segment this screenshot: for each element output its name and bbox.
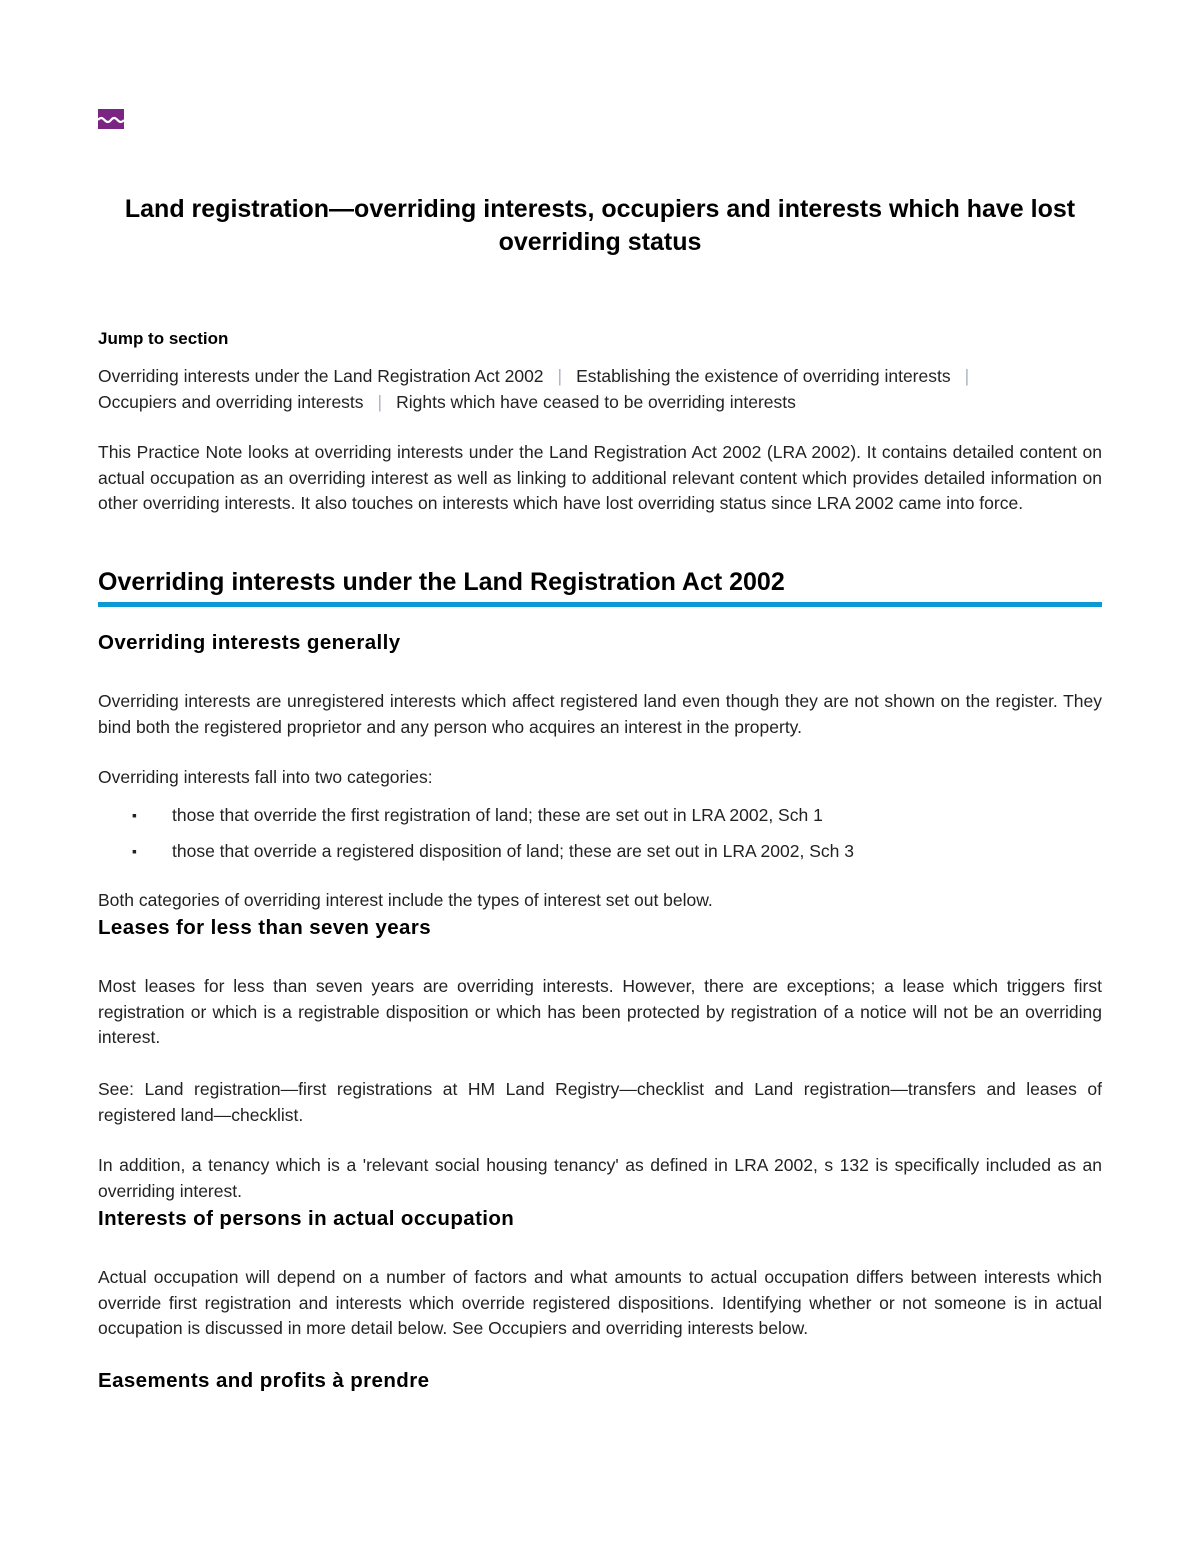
occupation-paragraph-1: Actual occupation will depend on a number of factors and what amounts to actual occupation differs between interests which override first registration and interests which override registered dispositions. Identifying whether or not someone is in actual occupation is discussed in more detail below. See Occupiers and overriding interests below. xyxy=(98,1267,1102,1338)
leases-paragraph-3: In addition, a tenancy which is a 'relevant social housing tenancy' as defined in LRA 2002, s 132 is specifically included as an overriding interest. xyxy=(98,1155,1102,1201)
jump-to-section-label: Jump to section xyxy=(98,329,229,348)
generally-paragraph-3: Both categories of overriding interest include the types of interest set out below. xyxy=(98,890,713,910)
link-separator: | xyxy=(557,366,563,386)
bullet-icon: ▪ xyxy=(132,807,137,823)
jump-link-overriding-interests[interactable]: Overriding interests under the Land Registration Act 2002 xyxy=(98,366,544,386)
subheading-overriding-interests-generally: Overriding interests generally xyxy=(98,631,401,654)
subheading-leases: Leases for less than seven years xyxy=(98,916,432,939)
link-separator: | xyxy=(964,366,970,386)
link-separator: | xyxy=(377,391,383,412)
bullet-icon: ▪ xyxy=(132,843,137,859)
generally-paragraph-1: Overriding interests are unregistered interests which affect registered land even though they are not shown on the register. They bind both the registered proprietor and any person who acquires an interest in the property. xyxy=(98,691,1102,737)
jump-link-ceased-rights[interactable]: Rights which have ceased to be overriding interests xyxy=(396,391,796,412)
categories-list xyxy=(98,803,1102,875)
wave-logo-icon xyxy=(98,109,124,129)
jump-to-section-links xyxy=(98,364,1102,415)
leases-paragraph-1: Most leases for less than seven years are overriding interests. However, there are exceptions; a lease which triggers first registration or which is a registrable disposition or which has been protected by registration of a notice will not be an overriding interest. xyxy=(98,976,1102,1047)
generally-paragraph-2: Overriding interests fall into two categories: xyxy=(98,767,433,787)
subheading-easements: Easements and profits à prendre xyxy=(98,1369,430,1392)
page-title: Land registration—overriding interests, occupiers and interests which have lost overriding status xyxy=(124,195,1076,256)
subheading-actual-occupation: Interests of persons in actual occupation xyxy=(98,1207,515,1230)
jump-link-occupiers[interactable]: Occupiers and overriding interests xyxy=(98,391,364,412)
intro-paragraph: This Practice Note looks at overriding interests under the Land Registration Act 2002 (LRA 2002). It contains detailed content on actual occupation as an overriding interest as well as linking to additional relevant content which provides detailed information on other overriding interests. It also touches on interests which have lost overriding status since LRA 2002 came into force. xyxy=(98,442,1102,513)
list-item: ▪ those that override a registered disposition of land; these are set out in LRA 2002, Sch 3 xyxy=(98,839,1102,864)
section-heading-overriding-interests: Overriding interests under the Land Registration Act 2002 xyxy=(98,566,1102,607)
leases-paragraph-2: See: Land registration—first registrations at HM Land Registry—checklist and Land registration—transfers and leases of registered land—checklist. xyxy=(98,1079,1102,1125)
jump-link-establishing-existence[interactable]: Establishing the existence of overriding interests xyxy=(576,366,951,386)
list-item: ▪ those that override the first registration of land; these are set out in LRA 2002, Sch 1 xyxy=(98,803,1102,828)
